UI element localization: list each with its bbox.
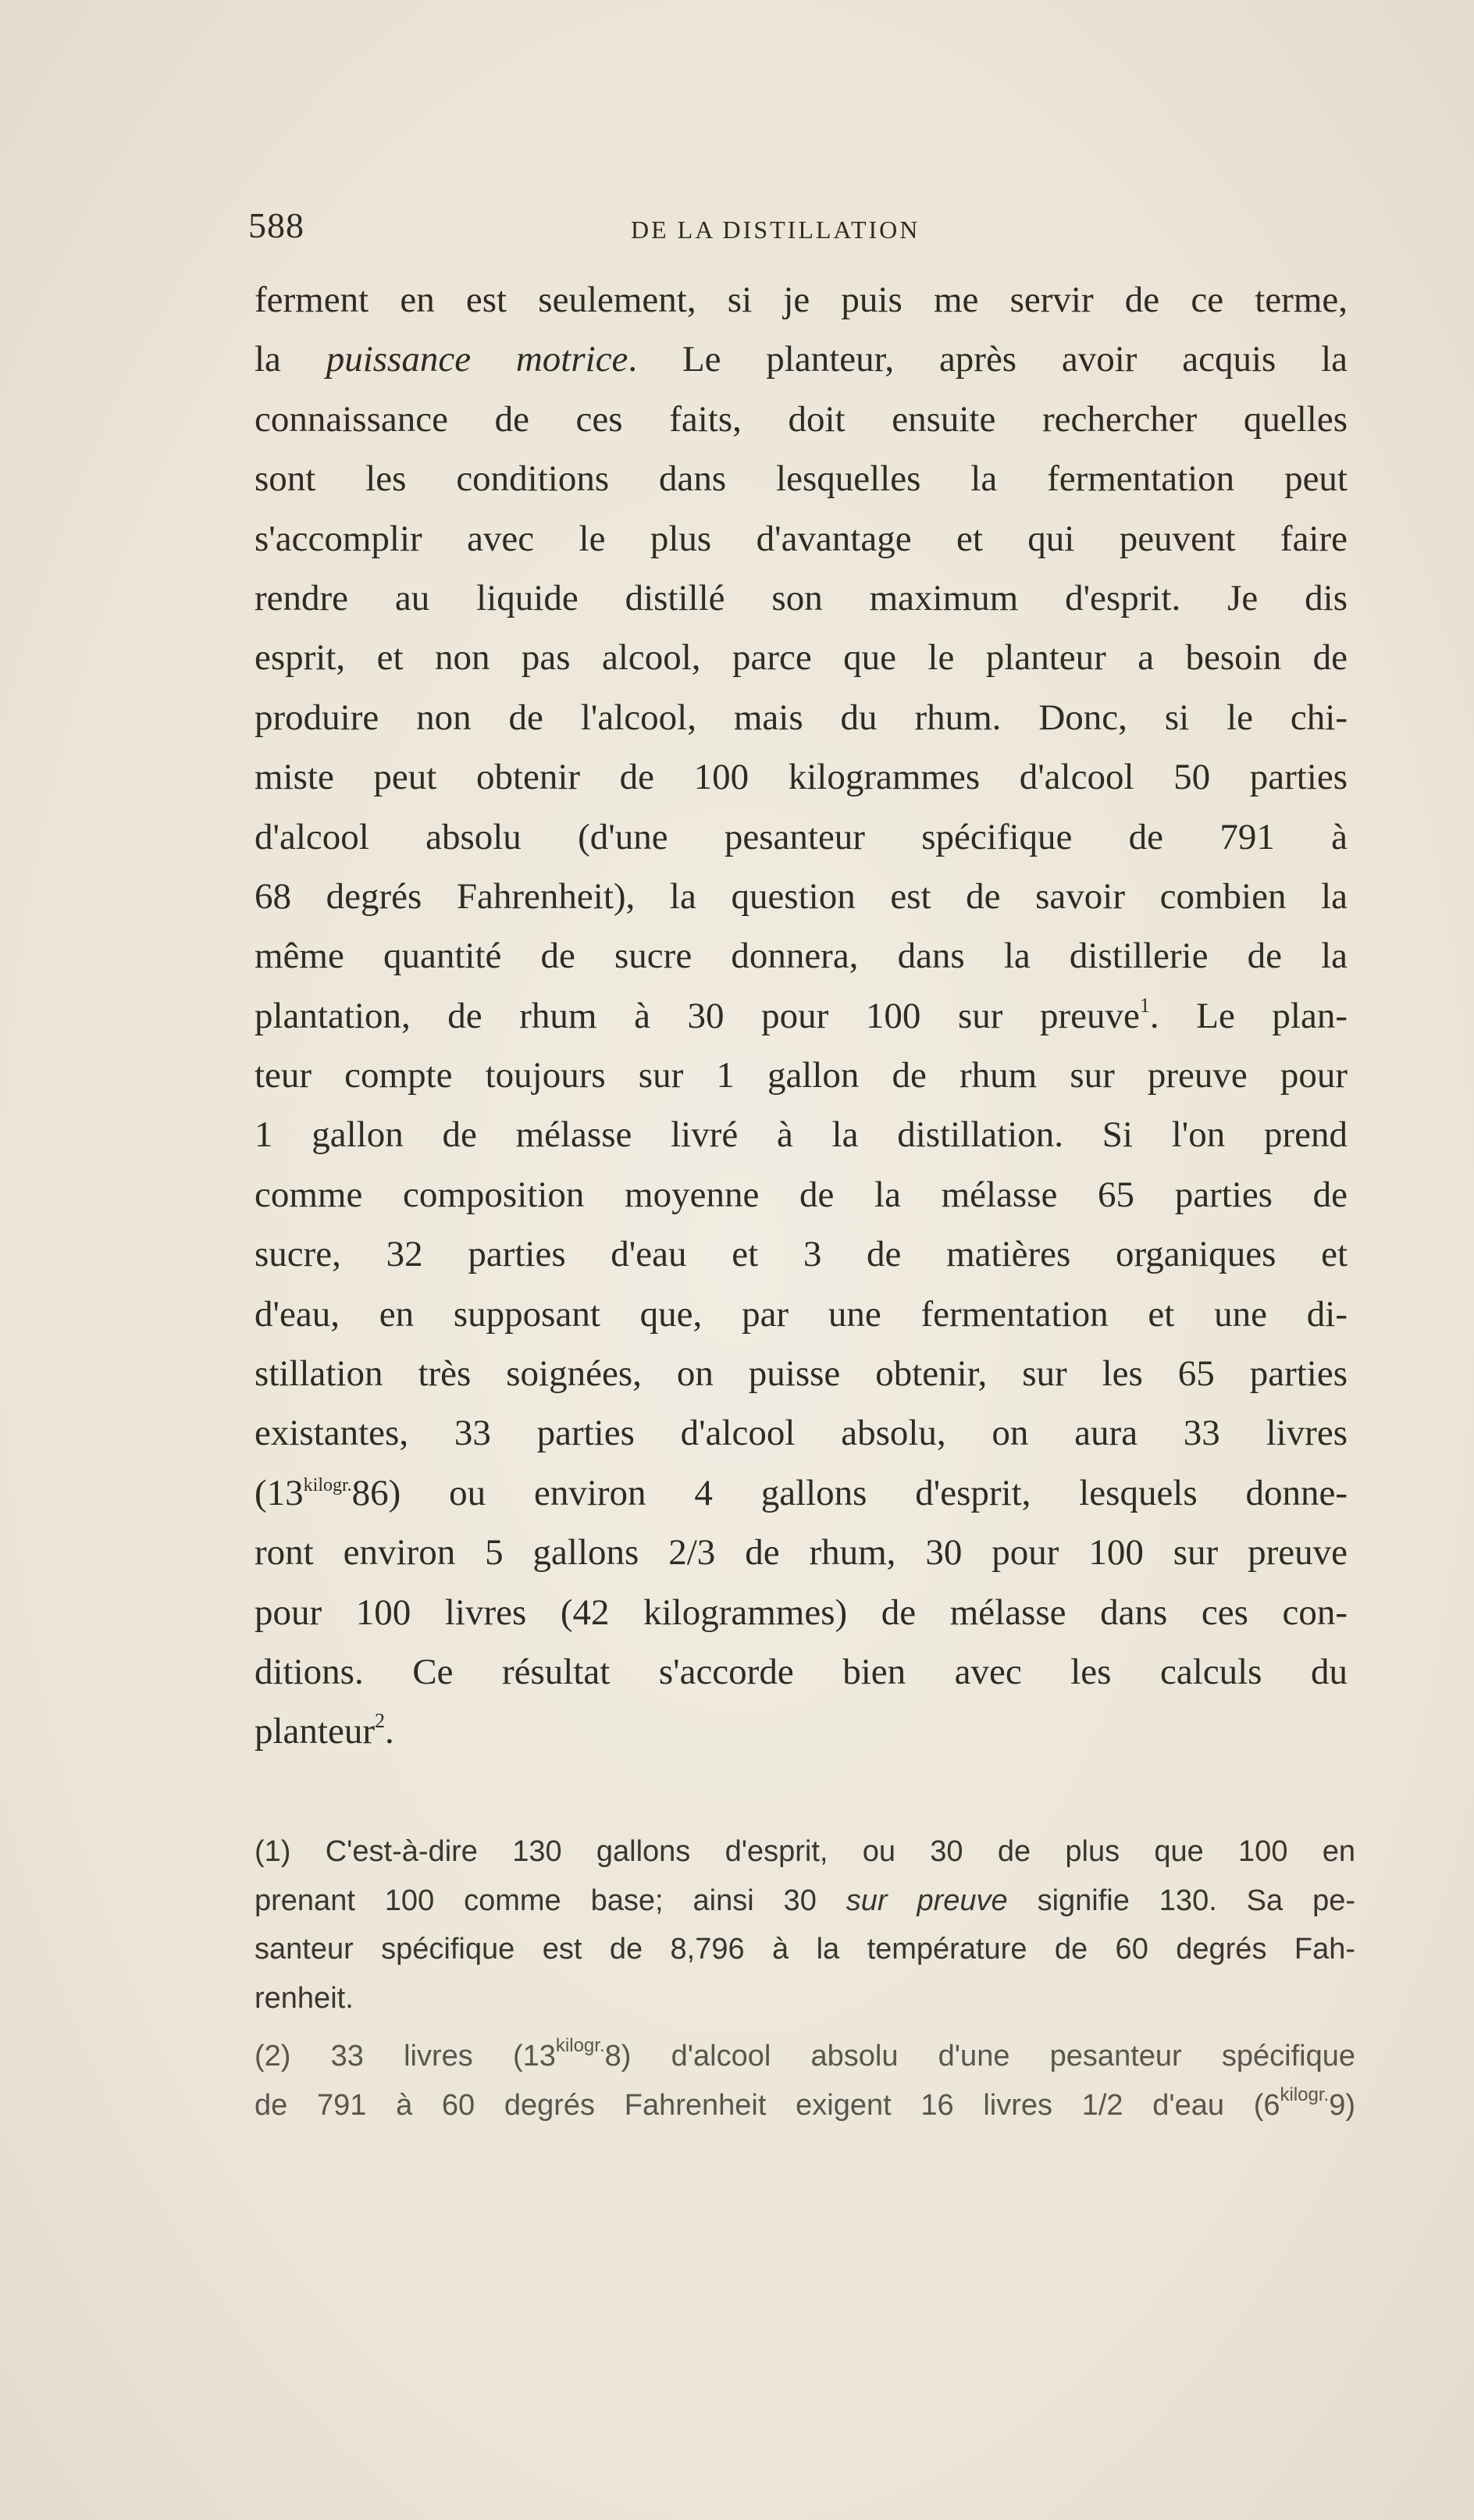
footnote-2-line: (2) 33 livres $(13^{kilogr.}8)$ d'alcool absolu d'une pesanteur spécifique bbox=[255, 2035, 1355, 2073]
text-line: existantes, 33 parties d'alcool absolu, on aura 33 livres bbox=[255, 1413, 1348, 1454]
unit-superscript: kilogr. bbox=[1280, 2083, 1330, 2105]
text-line: $(13^{kilogr.}86)$ ou environ 4 gallons d'esprit, lesquels donne- bbox=[255, 1472, 1348, 1513]
text-line: teur compte toujours sur 1 gallon de rhum sur preuve pour bbox=[255, 1055, 1348, 1096]
text-line: la puissance motrice. Le planteur, après avoir acquis la bbox=[255, 339, 1348, 380]
text-line: sucre, 32 parties d'eau et 3 de matières organiques et bbox=[255, 1234, 1348, 1275]
footnote-1-line: (1) C'est-à-dire 130 gallons d'esprit, ou 30 de plus que 100 en bbox=[255, 1835, 1355, 1868]
footnote-ref-1: 1 bbox=[1139, 993, 1150, 1017]
italic-phrase: sur preuve bbox=[846, 1884, 1008, 1917]
body-text bbox=[255, 270, 1348, 1762]
footnotes bbox=[255, 1827, 1355, 2130]
footnote-spacer bbox=[255, 2023, 1355, 2032]
text-line: comme composition moyenne de la mélasse 65 parties de bbox=[255, 1174, 1348, 1215]
text-line: 1 gallon de mélasse livré à la distillation. Si l'on prend bbox=[255, 1114, 1348, 1156]
text-line: connaissance de ces faits, doit ensuite rechercher quelles bbox=[255, 398, 1348, 440]
text-line: ditions. Ce résultat s'accorde bien avec les calculs du bbox=[255, 1651, 1348, 1692]
italic-phrase: puissance motrice bbox=[326, 339, 628, 380]
text-line: 68 degrés Fahrenheit), la question est de savoir combien la bbox=[255, 875, 1348, 917]
footnote-1-line: prenant 100 comme base; ainsi 30 sur preuve signifie 130. Sa pe- bbox=[255, 1884, 1355, 1917]
text-line: s'accomplir avec le plus d'avantage et qui peuvent faire bbox=[255, 518, 1348, 559]
text-line: planteur$^2$. bbox=[255, 1709, 394, 1752]
text-line: produire non de l'alcool, mais du rhum. Donc, si le chi- bbox=[255, 697, 1348, 738]
text-line: miste peut obtenir de 100 kilogrammes d'alcool 50 parties bbox=[255, 757, 1348, 798]
footnote-ref-2: 2 bbox=[375, 1709, 385, 1733]
text-line: pour 100 livres (42 kilogrammes) de mélasse dans ces con- bbox=[255, 1591, 1348, 1633]
unit-superscript: kilogr. bbox=[303, 1474, 352, 1495]
unit-superscript: kilogr. bbox=[555, 2035, 605, 2056]
text-line: d'eau, en supposant que, par une fermentation et une di- bbox=[255, 1293, 1348, 1335]
text-line: ront environ 5 gallons 2/3 de rhum, 30 pour 100 sur preuve bbox=[255, 1532, 1348, 1574]
text-line: sont les conditions dans lesquelles la fermentation peut bbox=[255, 458, 1348, 500]
footnote-1-line: renheit. bbox=[255, 1981, 354, 2015]
page-header bbox=[248, 205, 1351, 251]
text-line: même quantité de sucre donnera, dans la distillerie de la bbox=[255, 936, 1348, 977]
footnote-1-line: santeur spécifique est de 8,796 à la température de 60 degrés Fah- bbox=[255, 1933, 1355, 1966]
running-head: DE LA DISTILLATION bbox=[631, 216, 920, 244]
text-line: rendre au liquide distillé son maximum d'esprit. Je dis bbox=[255, 577, 1348, 618]
text-line: ferment en est seulement, si je puis me servir de ce terme, bbox=[255, 280, 1348, 320]
text-line: plantation, de rhum à 30 pour 100 sur preuve$^1$. Le plan- bbox=[255, 993, 1348, 1036]
footnote-2-line: de 791 à 60 degrés Fahrenheit exigent 16 livres 1/2 d'eau $(6^{kilogr.}9)$ bbox=[255, 2083, 1355, 2122]
text-line: esprit, et non pas alcool, parce que le planteur a besoin de bbox=[255, 637, 1348, 679]
page-number: 588 bbox=[248, 205, 304, 245]
text-line: d'alcool absolu (d'une pesanteur spécifique de 791 à bbox=[255, 816, 1348, 857]
text-line: stillation très soignées, on puisse obtenir, sur les 65 parties bbox=[255, 1353, 1348, 1395]
